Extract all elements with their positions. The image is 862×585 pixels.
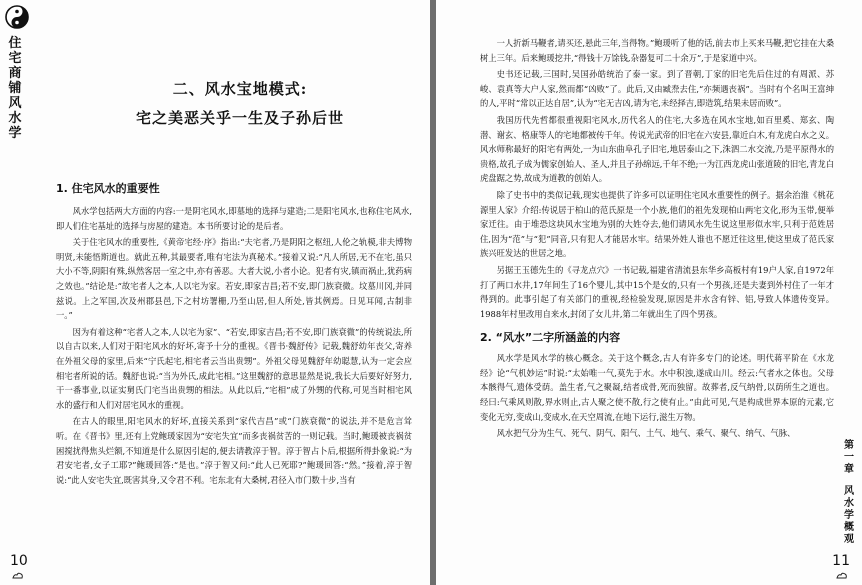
paragraph: 风水把气分为生气、死气、阴气、阳气、土气、地气、乘气、聚气、纳气、气脉、 [496,428,796,439]
paragraph: 因为有着这种“宅者人之本,人以宅为家”、“若安,即家吉昌;若不安,即门族衰微”的传统说法,所以自古以来,人们对于阳宅风水的好坏,寄予十分的重视。《晋书·魏舒传》记载,魏舒幼年丧父,寄养在外祖父母的家里,后来“宁氏起宅,相宅者云当出贵甥”。外祖父母见魏舒年幼聪慧,认为一定会应相宅者所说的话。魏舒也说:“当为外氏,成此宅相。”这里魏舒的意思显然是说,我长大后要好好努力,干一番事业,以证实舅氏门宅当出贵甥的相法。从此以后,“宅相”成了外甥的代称,可见当时相宅风水的盛行和人们对居宅风水的重视。 [56,326,412,410]
chapter-side-char: 学 [844,510,854,521]
chapter-side-char: 风 [844,486,854,497]
paragraph: 一人折新马鞭者,请买还,悬此三年,当得物。”鲍瑗听了他的话,前去市上买来马鞭,把它挂在大桑树上三年。后来鲍瑗挖井,“得钱十万馀钱,杂器复可二十余万”,于是家道中兴。 [480,38,834,63]
paragraph: 史书还记载,三国时,吴国孙皓统治了泰一家。到了晋朝,丁家的旧宅先后住过的有周派、苏峻、袁真等大户人家,然而都“凶败”了。此后,又由臧焘去住,“亦频遇丧祸”。当时有个名叫王富绅的人,平时“常以正达自居”,认为“宅无吉凶,请为宅,未经择吉,即造筑,结果未居而败”。 [480,69,834,109]
cloud-ornament-icon [836,571,848,581]
left-page-body [56,180,412,489]
chapter-side-char: 水 [844,498,854,509]
chapter-side-label [840,440,858,546]
paragraph: 我国历代先哲都很重视阳宅风水,历代名人的住宅,大多选在风水宝地,如百里奚、郑玄、陶潜、谢玄、格康等人的宅地都被传千年。传说光武帝的旧宅在六安县,靠近白木,有龙虎白水之义。风水师称最好的阳宅有两处,一为山东曲阜孔子旧宅,地居泰山之下,洙泗二水交流,乃是平原得水的贵格,故孔子成为儒家创始人、圣人,并且子孙绵远,千年不绝;一为江西龙虎山张道陵的旧宅,青龙白虎盘踞之势,故成为道教的创始人。 [480,114,834,184]
chapter-subtitle: 宅之美恶关乎一生及子孙后世 [135,109,344,127]
chapter-side-char: 观 [844,534,854,545]
chapter-side-char: 一 [844,452,854,463]
page-number-right: 11 [832,553,850,569]
cloud-ornament-icon [12,571,24,581]
right-page-body [480,36,834,443]
section-title-1: 1. 住宅风水的重要性 [56,182,160,195]
chapter-side-char: 章 [844,464,854,475]
paragraph: 风水学包括两大方面的内容:一是阴宅风水,即墓地的选择与建造;二是阳宅风水,也称住宅风水,即人们住宅基址的选择与房屋的建造。本书所要讨论的是后者。 [56,206,412,231]
chapter-side-gap [840,476,858,486]
chapter-title: 二、风水宝地模式: [172,80,308,98]
chapter-heading [60,78,420,128]
chapter-side-char: 第 [844,440,854,451]
paragraph: 风水学是风水学的核心概念。关于这个概念,古人有许多专门的论述。明代蒋平阶在《水龙经》论“气机妙运”时说:“太始唯一气,莫先于水。水中积浊,遂成山川。经云:气者水之体也。父母本骸得气,遗体受荫。盖生者,气之聚凝,结者成骨,死而独留。故葬者,反气纳骨,以荫所生之道也。经曰:气乘风则散,界水则止,古人聚之使不散,行之使有止。”由此可见,气是构成世界本原的元素,它变化无穷,变成山,变成水,在天空周流,在地下运行,滋生万物。 [480,353,834,422]
book-side-title: 住宅商铺风水学 [8,36,22,141]
left-page [0,0,430,585]
yin-yang-logo-icon [4,4,30,30]
right-page [436,0,862,585]
paragraph: 关于住宅风水的重要性,《黄帝宅经·序》指出:“夫宅者,乃是阴阳之枢纽,人伦之轨模,非夫博物明贤,未能悟斯道也。就此五种,其最要者,唯有宅法为真秘术。”接着又说:“凡人所居,无不在宅,虽只大小不等,阴阳有殊,纵然客居一室之中,亦有善恶。大者大说,小者小论。犯者有灾,镇而祸止,犹药病之效也。”结论是:“故宅者人之本,人以宅为家。若安,即家吉昌;若不安,即门族衰微。坟墓川冈,并同兹说。上之军国,次及州郡县邑,下之村坊署栅,乃至山居,但人所处,皆其例焉。日见耳闻,古制非一。” [56,237,412,321]
page-number-left: 10 [10,553,28,569]
chapter-side-char: 概 [844,522,854,533]
section-title-2: 2. “风水”二字所涵盖的内容 [480,331,621,345]
paragraph: 在古人的眼里,阳宅风水的好坏,直接关系到“家代吉昌”或“门族衰微”的说法,并不是危言耸听。在《晋书》里,还有上党鲍瑗家因为“安宅失宜”而多丧祸贫苦的一则记载。当时,鲍瑗被丧祸贫困搅扰得焦头烂额,不知道是什么原因引起的,便去请教淳于智。淳于智占卜后,根据所得卦象说:“为君安宅者,女子工耶?”鲍瑗回答:“是也。”淳于智又问:“此人已死耶?”鲍瑗回答:“然。”接着,淳于智说:“此人安宅失宜,既害其身,又令君不利。宅东北有大桑树,君径入市门数十步,当有 [56,416,412,485]
paragraph: 除了史书中的类似记载,现实也提供了许多可以证明住宅风水重要性的例子。据余治淮《桃花源里人家》介绍:传说居于柏山的范氏原是一个小族,他们的祖先发现柏山两宅文化,形为玉带,便举家迁往。由于堆恐这块风水宝地为别的大姓夺去,他们请风水先生说这里形似水牢,只利于范姓居住,因为“范”与“犯”同音,只有犯人才能居水牢。结果外姓人谁也不愿迁往这里,使这里成了范氏家族兴旺发达的世居之地。 [480,189,834,259]
paragraph: 另据王玉德先生的《寻龙点穴》一书记载,福建省清流县东华乡高板村有19户人家,自1972年打了两口水井,17年间生了16个婴儿,其中15个是女的,只有一个男孩,还是夫妻到外村住了一年才得到的。此事引起了有关部门的重视,经检验发现,原因是井水含有锌、铝,导致人体遗传变异。1988年村里改用自来水,封闭了女儿井,第二年就出生了四个男孩。 [480,264,834,319]
